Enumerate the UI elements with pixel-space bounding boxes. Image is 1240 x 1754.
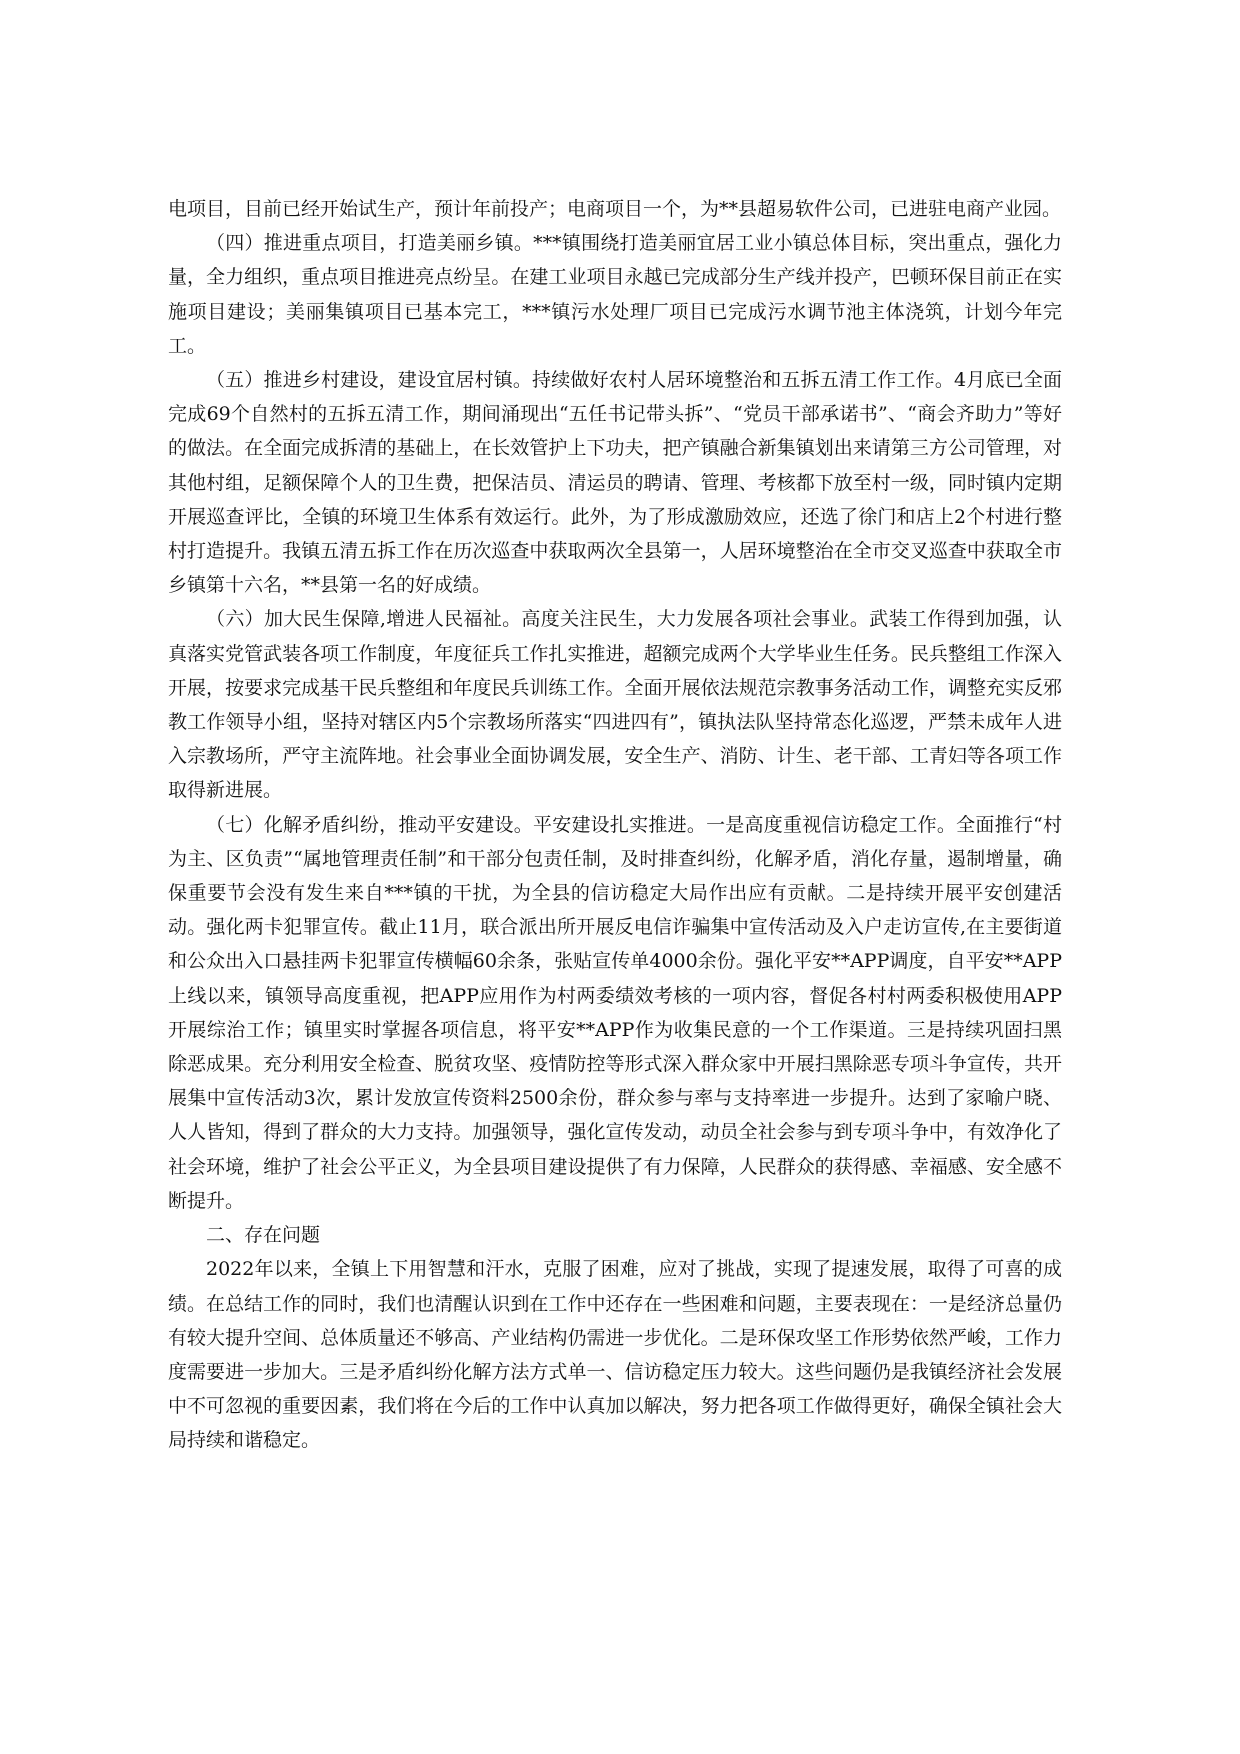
paragraph-safety-construction: （七）化解矛盾纠纷，推动平安建设。平安建设扎实推进。一是高度重视信访稳定工作。全面推行“村为主、区负责”“属地管理责任制”和干部分包责任制，及时排查纠纷，化解矛盾，消化存量，遏制增量，确保重要节会没有发生来自***镇的干扰，为全县的信访稳定大局作出应有贡献。二是持续开展平安创建活动。强化两卡犯罪宣传。截止11月，联合派出所开展反电信诈骗集中宣传活动及入户走访宣传,在主要街道和公众出入口悬挂两卡犯罪宣传横幅60余条，张贴宣传单4000余份。强化平安**APP调度，自平安**APP上线以来，镇领导高度重视，把APP应用作为村两委绩效考核的一项内容，督促各村村两委积极使用APP开展综治工作；镇里实时掌握各项信息，将平安**APP作为收集民意的一个工作渠道。三是持续巩固扫黑除恶成果。充分利用安全检查、脱贫攻坚、疫情防控等形式深入群众家中开展扫黑除恶专项斗争宣传，共开展集中宣传活动3次，累计发放宣传资料2500余份，群众参与率与支持率进一步提升。达到了家喻户晓、人人皆知，得到了群众的大力支持。加强领导，强化宣传发动，动员全社会参与到专项斗争中，有效净化了社会环境，维护了社会公平正义，为全县项目建设提供了有力保障，人民群众的获得感、幸福感、安全感不断提升。: [168, 813, 1062, 1212]
document-body: [168, 192, 1062, 1458]
paragraph-continuation: 电项目，目前已经开始试生产，预计年前投产；电商项目一个，为**县超易软件公司，已进驻电商产业园。: [168, 198, 1062, 220]
paragraph-key-projects: （四）推进重点项目，打造美丽乡镇。***镇围绕打造美丽宜居工业小镇总体目标，突出重点，强化力量，全力组织，重点项目推进亮点纷呈。在建工业项目永越已完成部分生产线并投产，巴顿环保目前正在实施项目建设；美丽集镇项目已基本完工，***镇污水处理厂项目已完成污水调节池主体浇筑，计划今年完工。: [168, 232, 1062, 357]
paragraph-rural-construction: （五）推进乡村建设，建设宜居村镇。持续做好农村人居环境整治和五拆五清工作工作。4月底已全面完成69个自然村的五拆五清工作，期间涌现出“五任书记带头拆”、“党员干部承诺书”、“商会齐助力”等好的做法。在全面完成拆清的基础上，在长效管护上下功夫，把产镇融合新集镇划出来请第三方公司管理，对其他村组，足额保障个人的卫生费，把保洁员、清运员的聘请、管理、考核都下放至村一级，同时镇内定期开展巡查评比，全镇的环境卫生体系有效运行。此外，为了形成激励效应，还选了徐门和店上2个村进行整村打造提升。我镇五清五拆工作在历次巡查中获取两次全县第一，人居环境整治在全市交叉巡查中获取全市乡镇第十六名，**县第一名的好成绩。: [168, 369, 1062, 597]
paragraph-problems: 2022年以来，全镇上下用智慧和汗水，克服了困难，应对了挑战，实现了提速发展，取得了可喜的成绩。在总结工作的同时，我们也清醒认识到在工作中还存在一些困难和问题，主要表现在：一是经济总量仍有较大提升空间、总体质量还不够高、产业结构仍需进一步优化。二是环保攻坚工作形势依然严峻，工作力度需要进一步加大。三是矛盾纠纷化解方法方式单一、信访稳定压力较大。这些问题仍是我镇经济社会发展中不可忽视的重要因素，我们将在今后的工作中认真加以解决，努力把各项工作做得更好，确保全镇社会大局持续和谐稳定。: [168, 1258, 1062, 1452]
paragraph-livelihood: （六）加大民生保障,增进人民福祉。高度关注民生，大力发展各项社会事业。武装工作得到加强，认真落实党管武装各项工作制度，年度征兵工作扎实推进，超额完成两个大学毕业生任务。民兵整组工作深入开展，按要求完成基干民兵整组和年度民兵训练工作。全面开展依法规范宗教事务活动工作，调整充实反邪教工作领导小组，坚持对辖区内5个宗教场所落实“四进四有”，镇执法队坚持常态化巡逻，严禁未成年人进入宗教场所，严守主流阵地。社会事业全面协调发展，安全生产、消防、计生、老干部、工青妇等各项工作取得新进展。: [168, 608, 1062, 802]
section-heading-problems: 二、存在问题: [206, 1224, 321, 1247]
